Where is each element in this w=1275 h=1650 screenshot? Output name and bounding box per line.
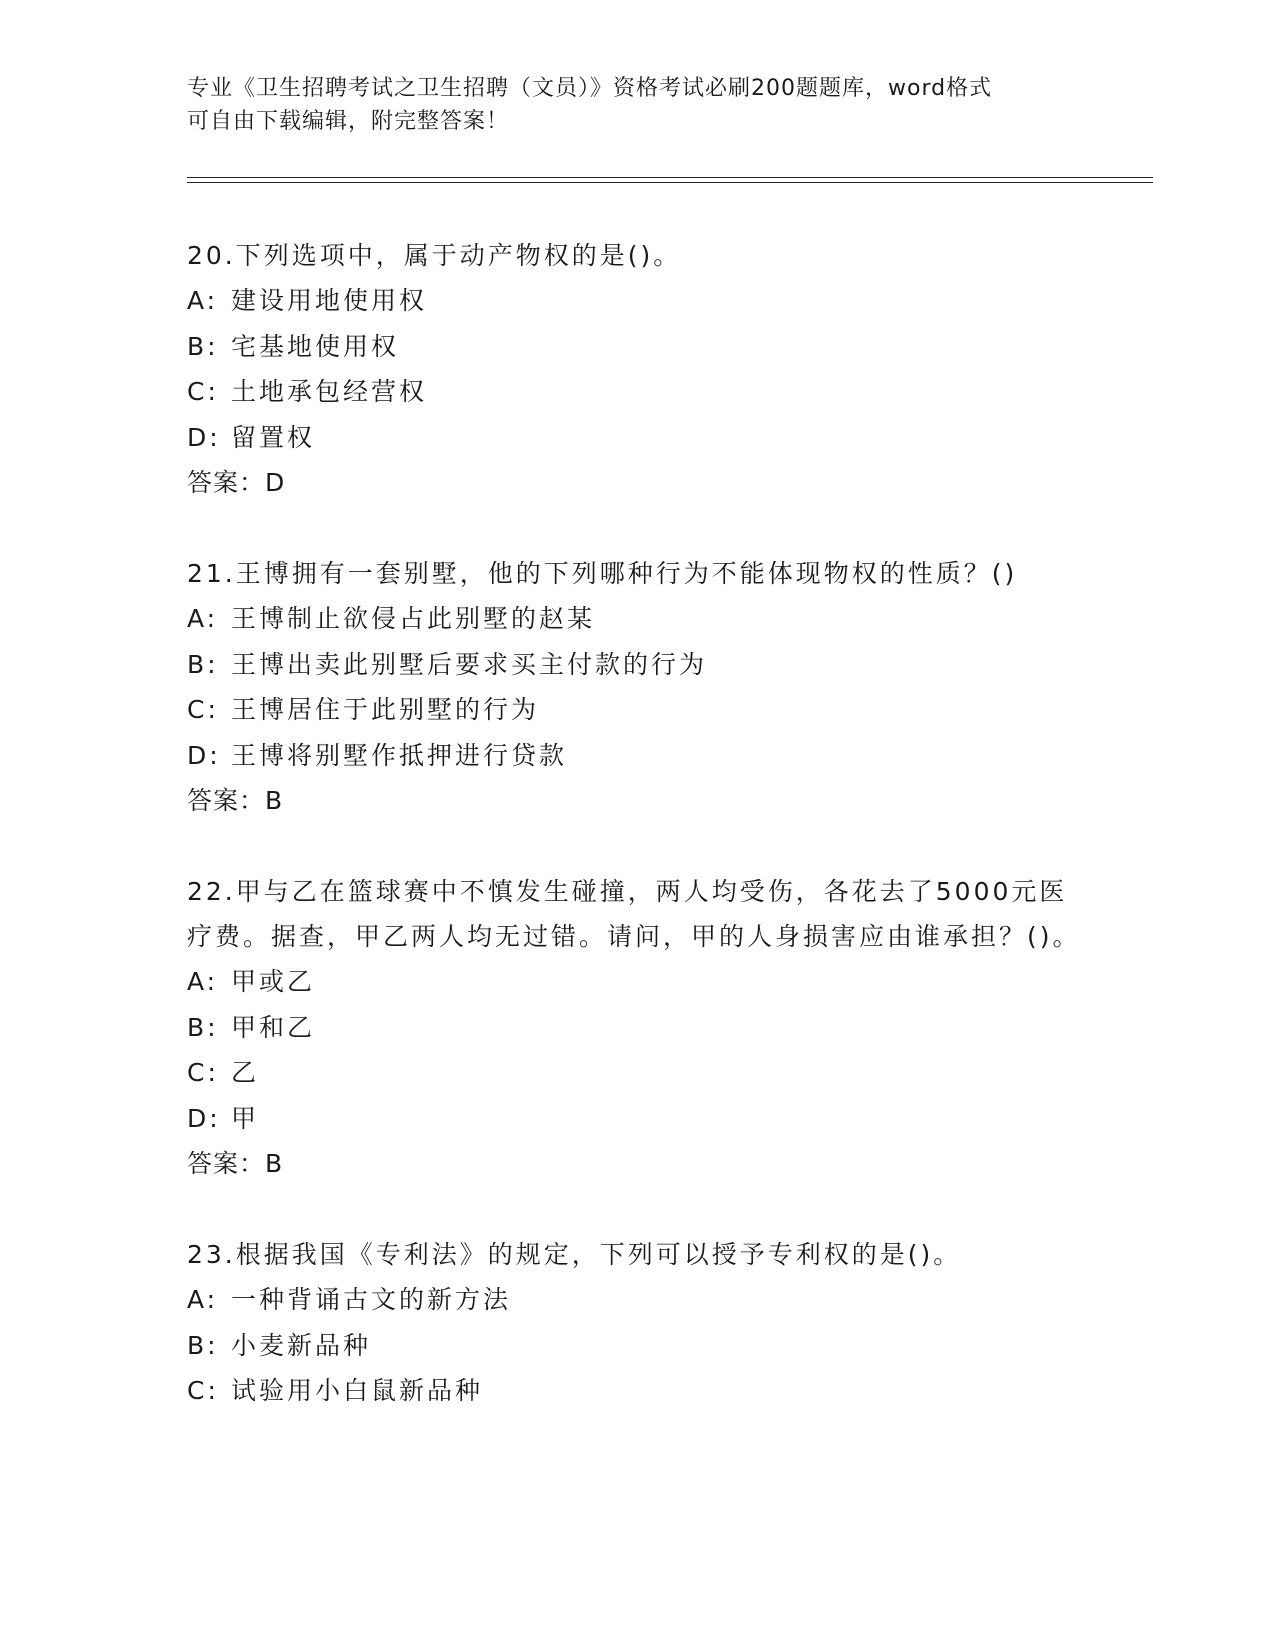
option-text: 王博居住于此别墅的行为	[231, 695, 540, 724]
option-text: 王博出卖此别墅后要求买主付款的行为	[231, 649, 708, 679]
option-letter: C:	[187, 1058, 219, 1087]
option-b	[187, 1005, 1087, 1051]
option-letter: A:	[187, 967, 219, 996]
option-letter: D:	[187, 422, 221, 452]
option-text: 一种背诵古文的新方法	[231, 1285, 512, 1314]
question-20	[187, 233, 1087, 505]
header-line-1: 专业《卫生招聘考试之卫生招聘（文员）》资格考试必刷200题题库，word格式	[187, 76, 993, 101]
option-text: 王博制止欲侵占此别墅的赵某	[231, 604, 596, 633]
question-21	[187, 551, 1087, 823]
header-line-2: 可自由下载编辑，附完整答案！	[187, 109, 510, 134]
question-list	[187, 233, 1087, 1460]
question-22	[187, 869, 1087, 1186]
option-text: 土地承包经营权	[231, 377, 428, 406]
option-letter: D:	[187, 740, 221, 770]
option-b	[187, 1323, 1087, 1369]
option-letter: C:	[187, 377, 219, 406]
option-c	[187, 1050, 1087, 1096]
answer-line: 答案：B	[187, 1149, 284, 1178]
option-letter: A:	[187, 286, 219, 315]
option-text: 试验用小白鼠新品种	[231, 1376, 484, 1405]
option-text: 王博将别墅作抵押进行贷款	[231, 740, 568, 770]
option-letter: C:	[187, 1376, 219, 1405]
answer-line: 答案：B	[187, 786, 284, 815]
option-a	[187, 596, 1087, 642]
option-text: 甲或乙	[231, 967, 316, 996]
option-letter: B:	[187, 1330, 219, 1360]
question-23	[187, 1232, 1087, 1414]
option-letter: D:	[187, 1103, 221, 1133]
option-c	[187, 687, 1087, 733]
question-stem: 20.下列选项中，属于动产物权的是()。	[187, 241, 682, 270]
option-text: 建设用地使用权	[231, 286, 428, 315]
document-header	[187, 72, 1067, 138]
option-a	[187, 278, 1087, 324]
header-divider-top	[187, 177, 1153, 178]
option-text: 乙	[231, 1058, 260, 1087]
option-letter: B:	[187, 331, 219, 361]
option-d	[187, 1096, 1087, 1142]
option-text: 甲	[231, 1103, 260, 1133]
option-text: 宅基地使用权	[231, 331, 400, 361]
option-text: 甲和乙	[231, 1012, 316, 1042]
option-letter: A:	[187, 1285, 219, 1314]
option-text: 小麦新品种	[231, 1330, 372, 1360]
option-b	[187, 642, 1087, 688]
answer-line: 答案：D	[187, 468, 286, 497]
option-c	[187, 369, 1087, 415]
question-stem: 23.根据我国《专利法》的规定，下列可以授予专利权的是()。	[187, 1240, 962, 1269]
option-b	[187, 324, 1087, 370]
option-a	[187, 959, 1087, 1005]
question-stem: 21.王博拥有一套别墅，他的下列哪种行为不能体现物权的性质？()	[187, 559, 1018, 588]
option-c	[187, 1368, 1087, 1414]
option-letter: A:	[187, 604, 219, 633]
option-d	[187, 733, 1087, 779]
option-letter: B:	[187, 1012, 219, 1042]
option-d	[187, 415, 1087, 461]
header-divider-bottom	[187, 182, 1153, 183]
option-a	[187, 1277, 1087, 1323]
option-letter: B:	[187, 649, 219, 679]
option-text: 留置权	[231, 422, 316, 452]
question-stem: 22.甲与乙在篮球赛中不慎发生碰撞，两人均受伤，各花去了5000元医疗费。据查，甲乙两人均无过错。请问，甲的人身损害应由谁承担？()。	[187, 877, 1081, 951]
option-letter: C:	[187, 695, 219, 724]
